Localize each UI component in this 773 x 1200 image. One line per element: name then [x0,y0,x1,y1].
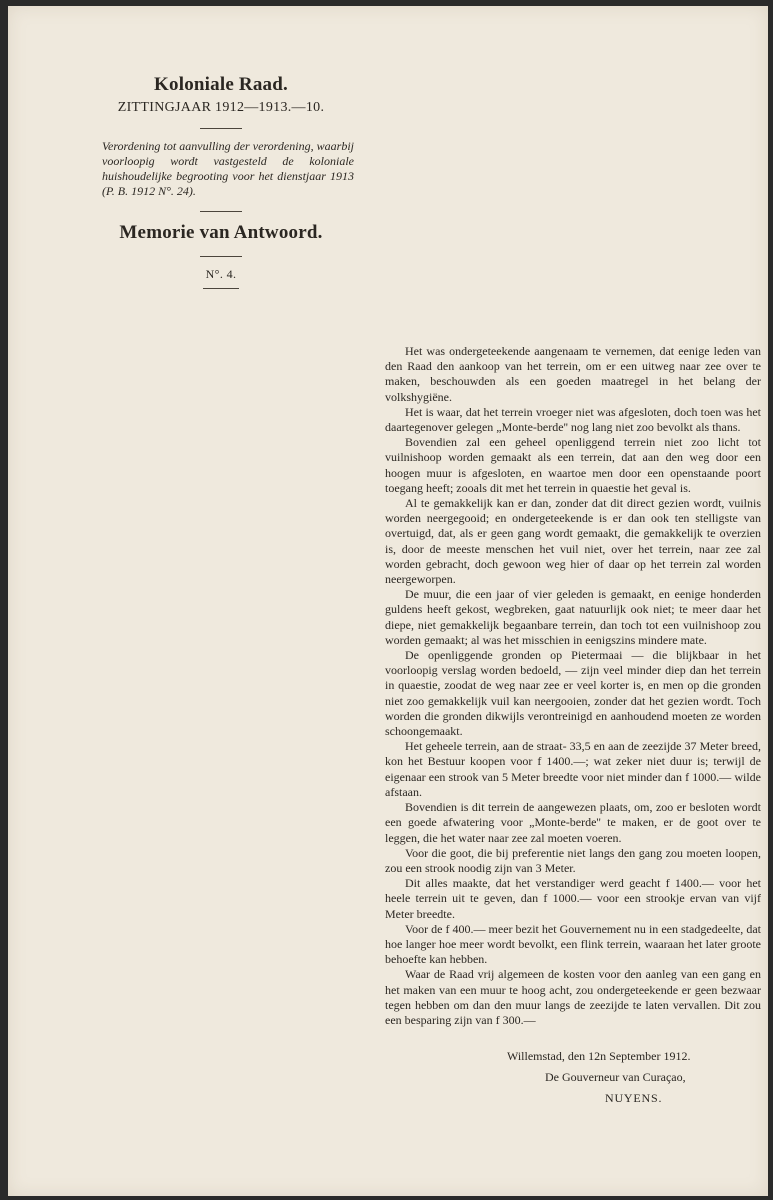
document-page [8,6,768,1196]
body-paragraph: Het was ondergeteekende aangenaam te vernemen, dat eenige leden van den Raad den aankoop van het terrein, om er een uitweg naar zee over te maken, beschouwden als een goeden maatregel in het belang der volkshygiëne. [385,344,761,404]
body-paragraph: Waar de Raad vrij algemeen de kosten voor den aanleg van een gang en het maken van een muur te hoog acht, zou ondergeteekende er geen bezwaar tegen hebben om dan den muur langs de zeezijde te laten vervallen. Dit zou een besparing zijn van f 300.— [385,967,761,1027]
divider [200,128,242,129]
signatory-office: De Gouverneur van Curaçao, [545,1070,686,1084]
body-paragraph: Het is waar, dat het terrein vroeger niet was afgesloten, doch toen was het daartegenover gelegen „Monte-berde'' nog lang niet zoo bevolkt als thans. [385,404,761,435]
body-paragraph: Dit alles maakte, dat het verstandiger werd geacht f 1400.— voor het heele terrein uit te geven, dan f 1000.— voor een strookje ervan van vijf Meter breedte. [385,876,761,921]
body-paragraph: De openliggende gronden op Pietermaai — die blijkbaar in het voorloopig verslag worden bedoeld, — zijn veel minder diep dan het terrein in quaestie, zoodat de weg naar zee er veel korter is, en men op die gronden niet zoo gemakkelijk vuil kan neergooien, zonder dat het gezien wordt. Toch worden die gronden dikwijls verontreinigd en aanhoudend moeten ze worden schoongemaakt. [385,648,761,739]
body-paragraph: Bovendien zal een geheel openliggend terrein niet zoo licht tot vuilnishoop worden gemaakt als een terrein, dat aan den weg door een hoogen muur is afgesloten, en waartoe men door een openstaande poort toegang heeft; zooals dit met het terrein in quaestie het geval is. [385,435,761,495]
divider [203,288,239,289]
place-date: Willemstad, den 12n September 1912. [507,1049,691,1063]
session-year: ZITTINGJAAR 1912—1913.—10. [117,100,325,115]
closing-block [385,1049,761,1106]
council-title: Koloniale Raad. [154,74,288,95]
document-number: N°. 4. [205,267,237,281]
ordinance-subject: Verordening tot aanvulling der verordening, waarbij voorloopig wordt vastgesteld de koloniale huishoudelijke begrooting voor het dienstjaar 1913 (P. B. 1912 N°. 24). [102,139,354,198]
document-type-heading: Memorie van Antwoord. [119,222,323,243]
divider [200,256,242,257]
divider [200,211,242,212]
body-paragraph: Al te gemakkelijk kan er dan, zonder dat dit direct gezien wordt, vuilnis worden neergegooid; en ondergeteekende is er dan ook ten stelligste van overtuigd, dat, als er geen gang wordt gemaakt, die gemakkelijk te overzien is, door de meeste menschen het vuil niet, over het terrein, naar zee zal worden gebracht, doch gewoon weg hier of daar op het terrein zal worden neergeworpen. [385,496,761,587]
body-paragraph: Voor de f 400.— meer bezit het Gouvernement nu in een stadgedeelte, dat hoe langer hoe meer wordt bevolkt, een flink terrein, waaraan het later groote behoefte kan hebben. [385,921,761,967]
body-paragraph: De muur, die een jaar of vier geleden is gemaakt, en eenige honderden guldens heeft gekost, wegbreken, gaat natuurlijk ook niet; te meer daar het diepe, niet gemakkelijk begaanbare terrein, dan toch tot een vuilnishoop zou worden gemaakt; al was het misschien in eenigszins mindere mate. [385,587,761,647]
signature-name: NUYENS. [605,1091,663,1105]
memorandum-body [385,344,761,1028]
body-paragraph: Voor die goot, die bij preferentie niet langs den gang zou moeten loopen, zou een strook noodig zijn van 3 Meter. [385,845,761,875]
body-paragraph: Het geheele terrein, aan de straat- 33,5 en aan de zeezijde 37 Meter breed, kon het Bestuur koopen voor f 1400.—; wat zeker niet duur is; terwijl de eigenaar een strook van 5 Meter breedte voor niet minder dan f 1000.— wilde afstaan. [385,739,761,799]
body-paragraph: Bovendien is dit terrein de aangewezen plaats, om, zoo er besloten wordt een goede afwatering voor „Monte-berde'' te maken, er de goot over te leggen, die het water naar zee zal moeten voeren. [385,800,761,845]
header-block [86,68,356,289]
